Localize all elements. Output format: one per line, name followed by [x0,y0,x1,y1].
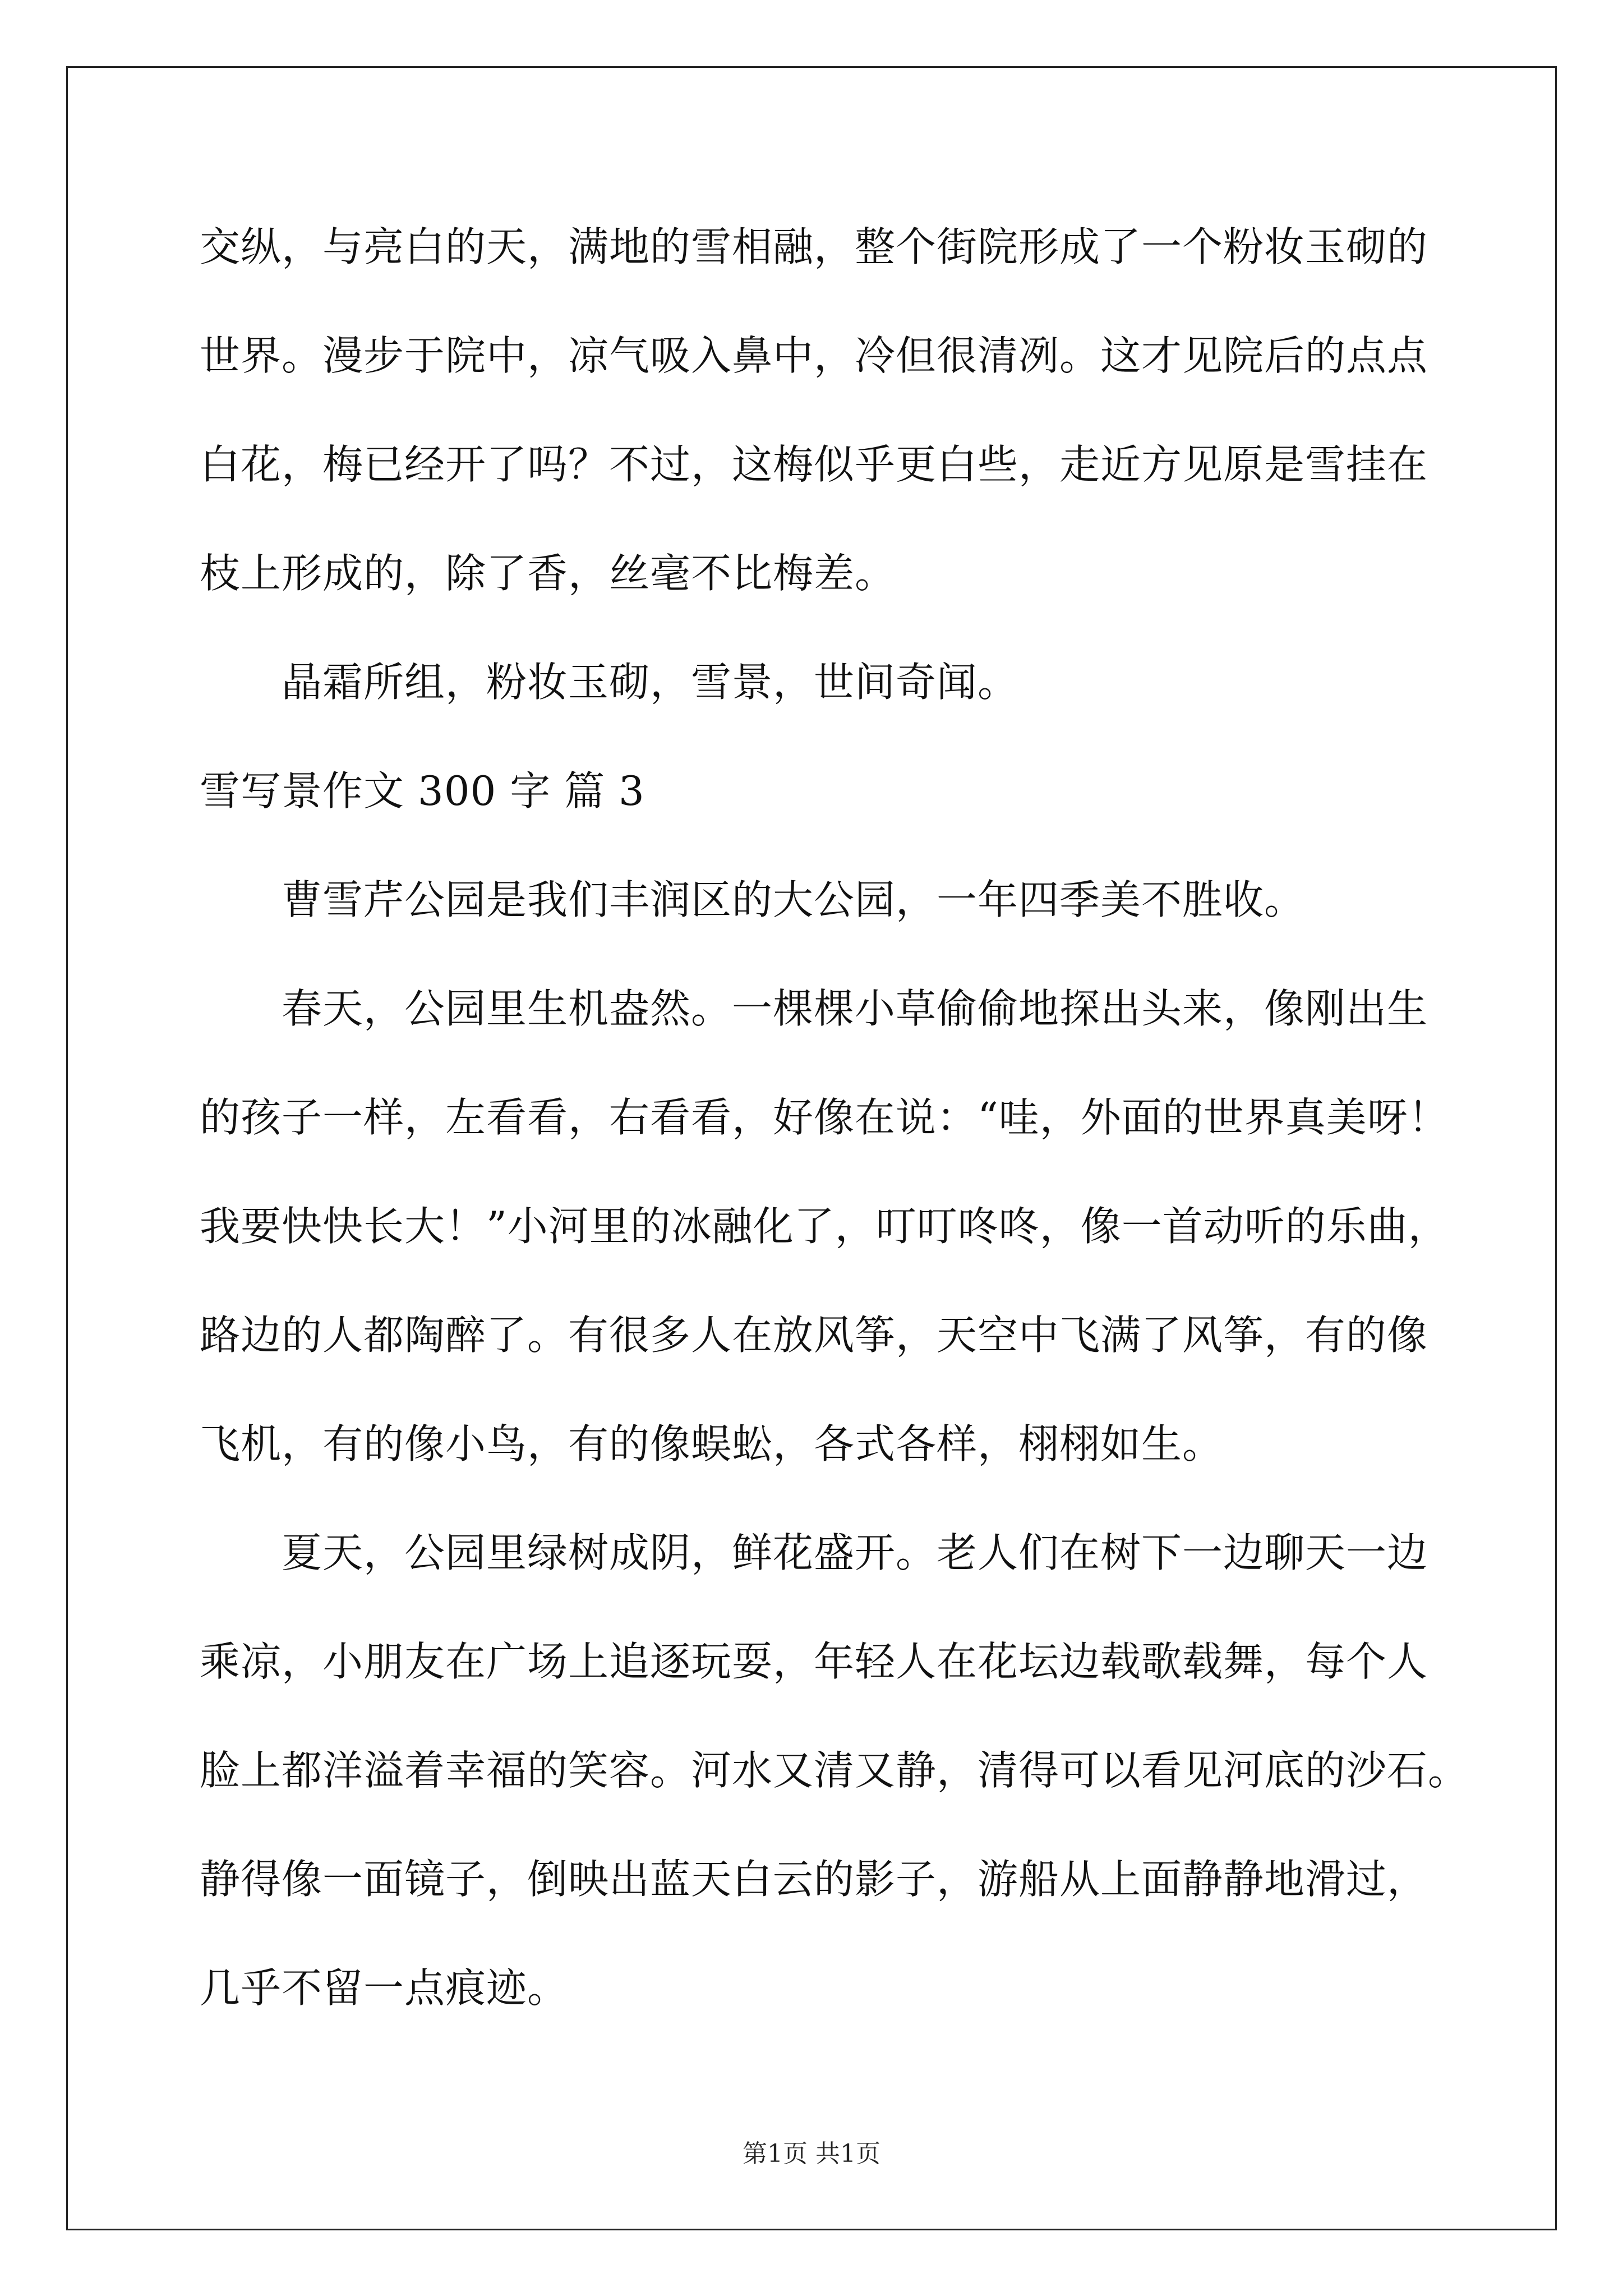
text-line: 春天，公园里生机盎然。一棵棵小草偷偷地探出头来，像刚出生 [282,985,1428,1032]
text-line: 飞机，有的像小鸟，有的像蜈蚣，各式各样，栩栩如生。 [200,1420,1224,1467]
text-line: 曹雪芹公园是我们丰润区的大公园，一年四季美不胜收。 [282,876,1306,923]
text-line: 世界。漫步于院中，凉气吸入鼻中，冷但很清冽。这才见院后的点点 [200,332,1428,379]
text-line: 的孩子一样，左看看，右看看，好像在说：“哇，外面的世界真美呀！ [200,1094,1449,1141]
text-line: 脸上都洋溢着幸福的笑容。河水又清又静，清得可以看见河底的沙石。 [200,1747,1469,1794]
text-line: 夏天，公园里绿树成阴，鲜花盛开。老人们在树下一边聊天一边 [282,1529,1428,1576]
page-number-footer: 第1页 共1页 [743,2139,880,2168]
text-line: 乘凉，小朋友在广场上追逐玩耍，年轻人在花坛边载歌载舞，每个人 [200,1638,1428,1685]
text-line: 交纵，与亮白的天，满地的雪相融，整个街院形成了一个粉妆玉砌的 [200,223,1428,270]
text-line: 枝上形成的，除了香，丝毫不比梅差。 [200,550,896,597]
text-line: 路边的人都陶醉了。有很多人在放风筝，天空中飞满了风筝，有的像 [200,1312,1428,1359]
section-heading: 雪写景作文 300 字 篇 3 [200,767,645,815]
text-line: 白花，梅已经开了吗？不过，这梅似乎更白些，走近方见原是雪挂在 [200,441,1428,488]
text-line: 几乎不留一点痕迹。 [200,1964,569,2012]
text-line: 我要快快长大！”小河里的冰融化了，叮叮咚咚，像一首动听的乐曲， [200,1203,1449,1250]
text-line: 晶霜所组，粉妆玉砌，雪景，世间奇闻。 [282,659,1019,706]
text-line: 静得像一面镜子，倒映出蓝天白云的影子，游船从上面静静地滑过， [200,1856,1428,1903]
